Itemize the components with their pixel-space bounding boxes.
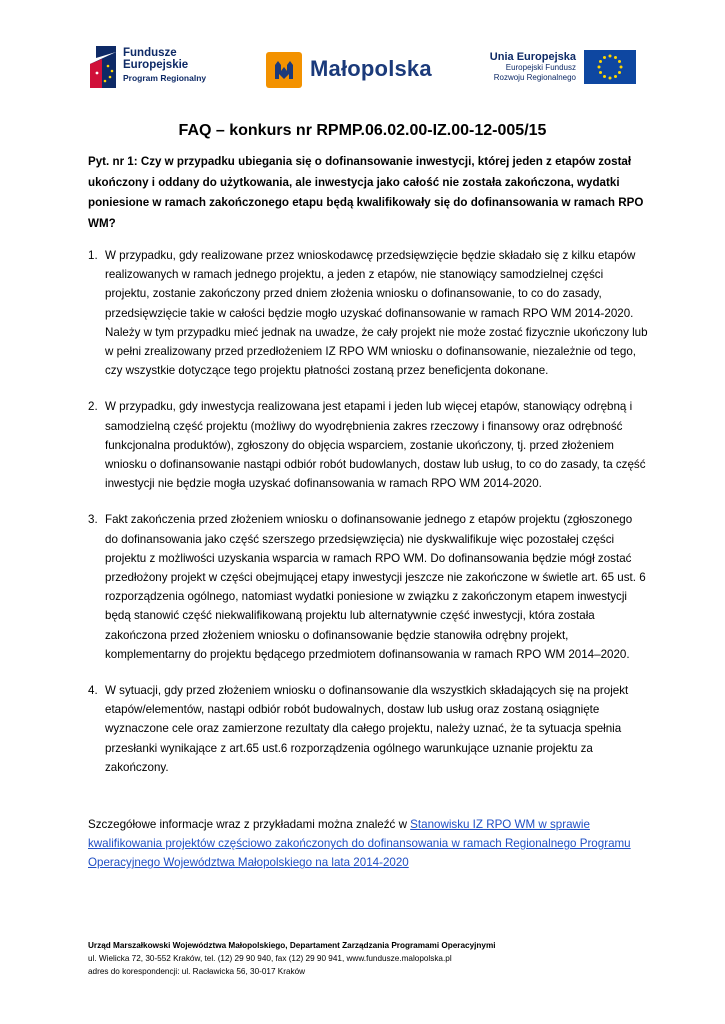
answer-item xyxy=(88,681,648,777)
fe-logo-line2: Europejskie xyxy=(123,59,189,71)
unia-europejska-logo xyxy=(478,46,648,92)
fe-logo-line3: Program Regionalny xyxy=(123,73,207,83)
fe-logo-line1: Fundusze xyxy=(123,47,177,59)
more-info-paragraph xyxy=(88,815,648,873)
ue-logo-line2: Europejski Fundusz xyxy=(505,63,576,72)
eu-flag-icon xyxy=(584,50,636,84)
answer-text: W sytuacji, gdy przed złożeniem wniosku o dofinansowanie dla wszystkich składających się na projekt etapów/elementów, nastąpi odbiór robót budowalnych, dostaw lub usług oraz zostaną osiągnięte wyznaczone cele oraz zamierzone rezultaty dla całego projektu, należy uznać, że ta sytuacja spełnia przesłanki wynikające z art.65 ust.6 rozporządzenia ogólnego warunkujące uznanie projektu za zakończony. xyxy=(105,684,629,774)
question-text: Pyt. nr 1: Czy w przypadku ubiegania się o dofinansowanie inwestycji, której jeden z etapów został ukończony i oddany do użytkowania, ale inwestycja jako całość nie została zakończona, wydatki poniesione w ramach zakończonego etapu będą kwalifikowały się do dofinansowania w ramach RPO WM? xyxy=(88,155,644,230)
malopolska-logo xyxy=(266,52,436,88)
malopolska-crest-icon xyxy=(266,52,302,88)
fundusze-europejskie-icon xyxy=(88,44,118,90)
more-info-prefix: Szczegółowe informacje wraz z przykładami można znaleźć w xyxy=(88,818,411,831)
answer-number: 4. xyxy=(88,684,98,698)
footer-address: ul. Wielicka 72, 30-552 Kraków, tel. (12) 29 90 940, fax (12) 29 90 941, www.fundusze.malopolska.pl xyxy=(88,954,452,963)
answer-item xyxy=(88,510,648,664)
footer-office: Urząd Marszałkowski Województwa Małopolskiego, Departament Zarządzania Programami Operacyjnymi xyxy=(88,941,496,950)
answer-item xyxy=(88,246,648,380)
answer-list xyxy=(88,246,648,794)
fundusze-europejskie-logo xyxy=(88,42,248,94)
answer-item xyxy=(88,397,648,493)
answer-number: 1. xyxy=(88,249,98,262)
malopolska-logo-text: Małopolska xyxy=(310,56,432,81)
answer-text: Fakt zakończenia przed złożeniem wniosku o dofinansowanie jednego z etapów projektu (zgłoszonego do dofinansowania jako część szerszego przedsięwzięcia) nie dyskwalifikuje więc pozostałej części projektu z możliwości uzyskania wsparcia w ramach RPO WM. Do dofinansowania będzie mógł zostać przedłożony projekt w części obejmującej etapy inwestycji jeszcze nie zakończone w świetle art. 65 ust. 6 rozporządzenia ogólnego, natomiast wydatki poniesione w związku z zakończonym etapem inwestycji będą stanowić część niekwalifikowaną projektu lub alternatywnie część inwestycji, która została zakończona przed złożeniem wniosku o dofinansowanie będzie stanowiła odrębny projekt, komplementarny do projektu będącego przedmiotem dofinansowania w ramach RPO WM 2014–2020. xyxy=(105,513,646,661)
answer-number: 3. xyxy=(88,513,98,527)
answer-number: 2. xyxy=(88,400,98,414)
document-title: FAQ – konkurs nr RPMP.06.02.00-IZ.00-12-005/15 xyxy=(178,122,547,139)
ue-logo-line1: Unia Europejska xyxy=(489,51,576,63)
answer-text: W przypadku, gdy inwestycja realizowana jest etapami i jeden lub więcej etapów, stanowiący odrębną i samodzielną część projektu (możliwy do wyodrębnienia zakres rzeczowy i finansowy oraz odrębność funkcjonalna produktów), zgłoszony do objęcia wsparciem, zostanie ukończony, tj. przed złożeniem wniosku o dofinansowanie nastąpi odbiór robót budowlanych, dostaw lub usług, to co do zasady, ta część inwestycji nie będzie mogła uzyskać dofinansowania w ramach RPO WM 2014-2020. xyxy=(105,400,646,491)
page-footer xyxy=(88,940,648,977)
stanowisko-link[interactable]: Stanowisku IZ RPO WM w sprawie kwalifikowania projektów częściowo zakończonych do dofinansowania w ramach Regionalnego Programu Operacyjnego Województwa Małopolskiego na lata 2014-2020 xyxy=(88,818,631,870)
answer-text: W przypadku, gdy realizowane przez wnioskodawcę przedsięwzięcie będzie składało się z kilku etapów realizowanych w ramach jednego projektu, a jeden z etapów, nie stanowiący samodzielnej części projektu, zostanie zakończony przed dniem złożenia wniosku o dofinansowanie, to co do zasady, przedsięwzięcie takie w całości będzie mogło uzyskać dofinansowanie w ramach RPO WM 2014-2020. Należy w tym przypadku mieć jednak na uwadze, że cały projekt nie może zostać fizycznie ukończony lub w pełni zrealizowany przed przedłożeniem IZ RPO WM wniosku o dofinansowanie, niezależnie od tego, czy wszystkie dotyczące tego projektu płatności zostaną przez beneficjenta dokonane. xyxy=(105,249,648,378)
ue-logo-line3: Rozwoju Regionalnego xyxy=(493,73,576,82)
header-logos xyxy=(88,40,648,96)
footer-correspondence: adres do korespondencji: ul. Racławicka 56, 30-017 Kraków xyxy=(88,967,306,976)
